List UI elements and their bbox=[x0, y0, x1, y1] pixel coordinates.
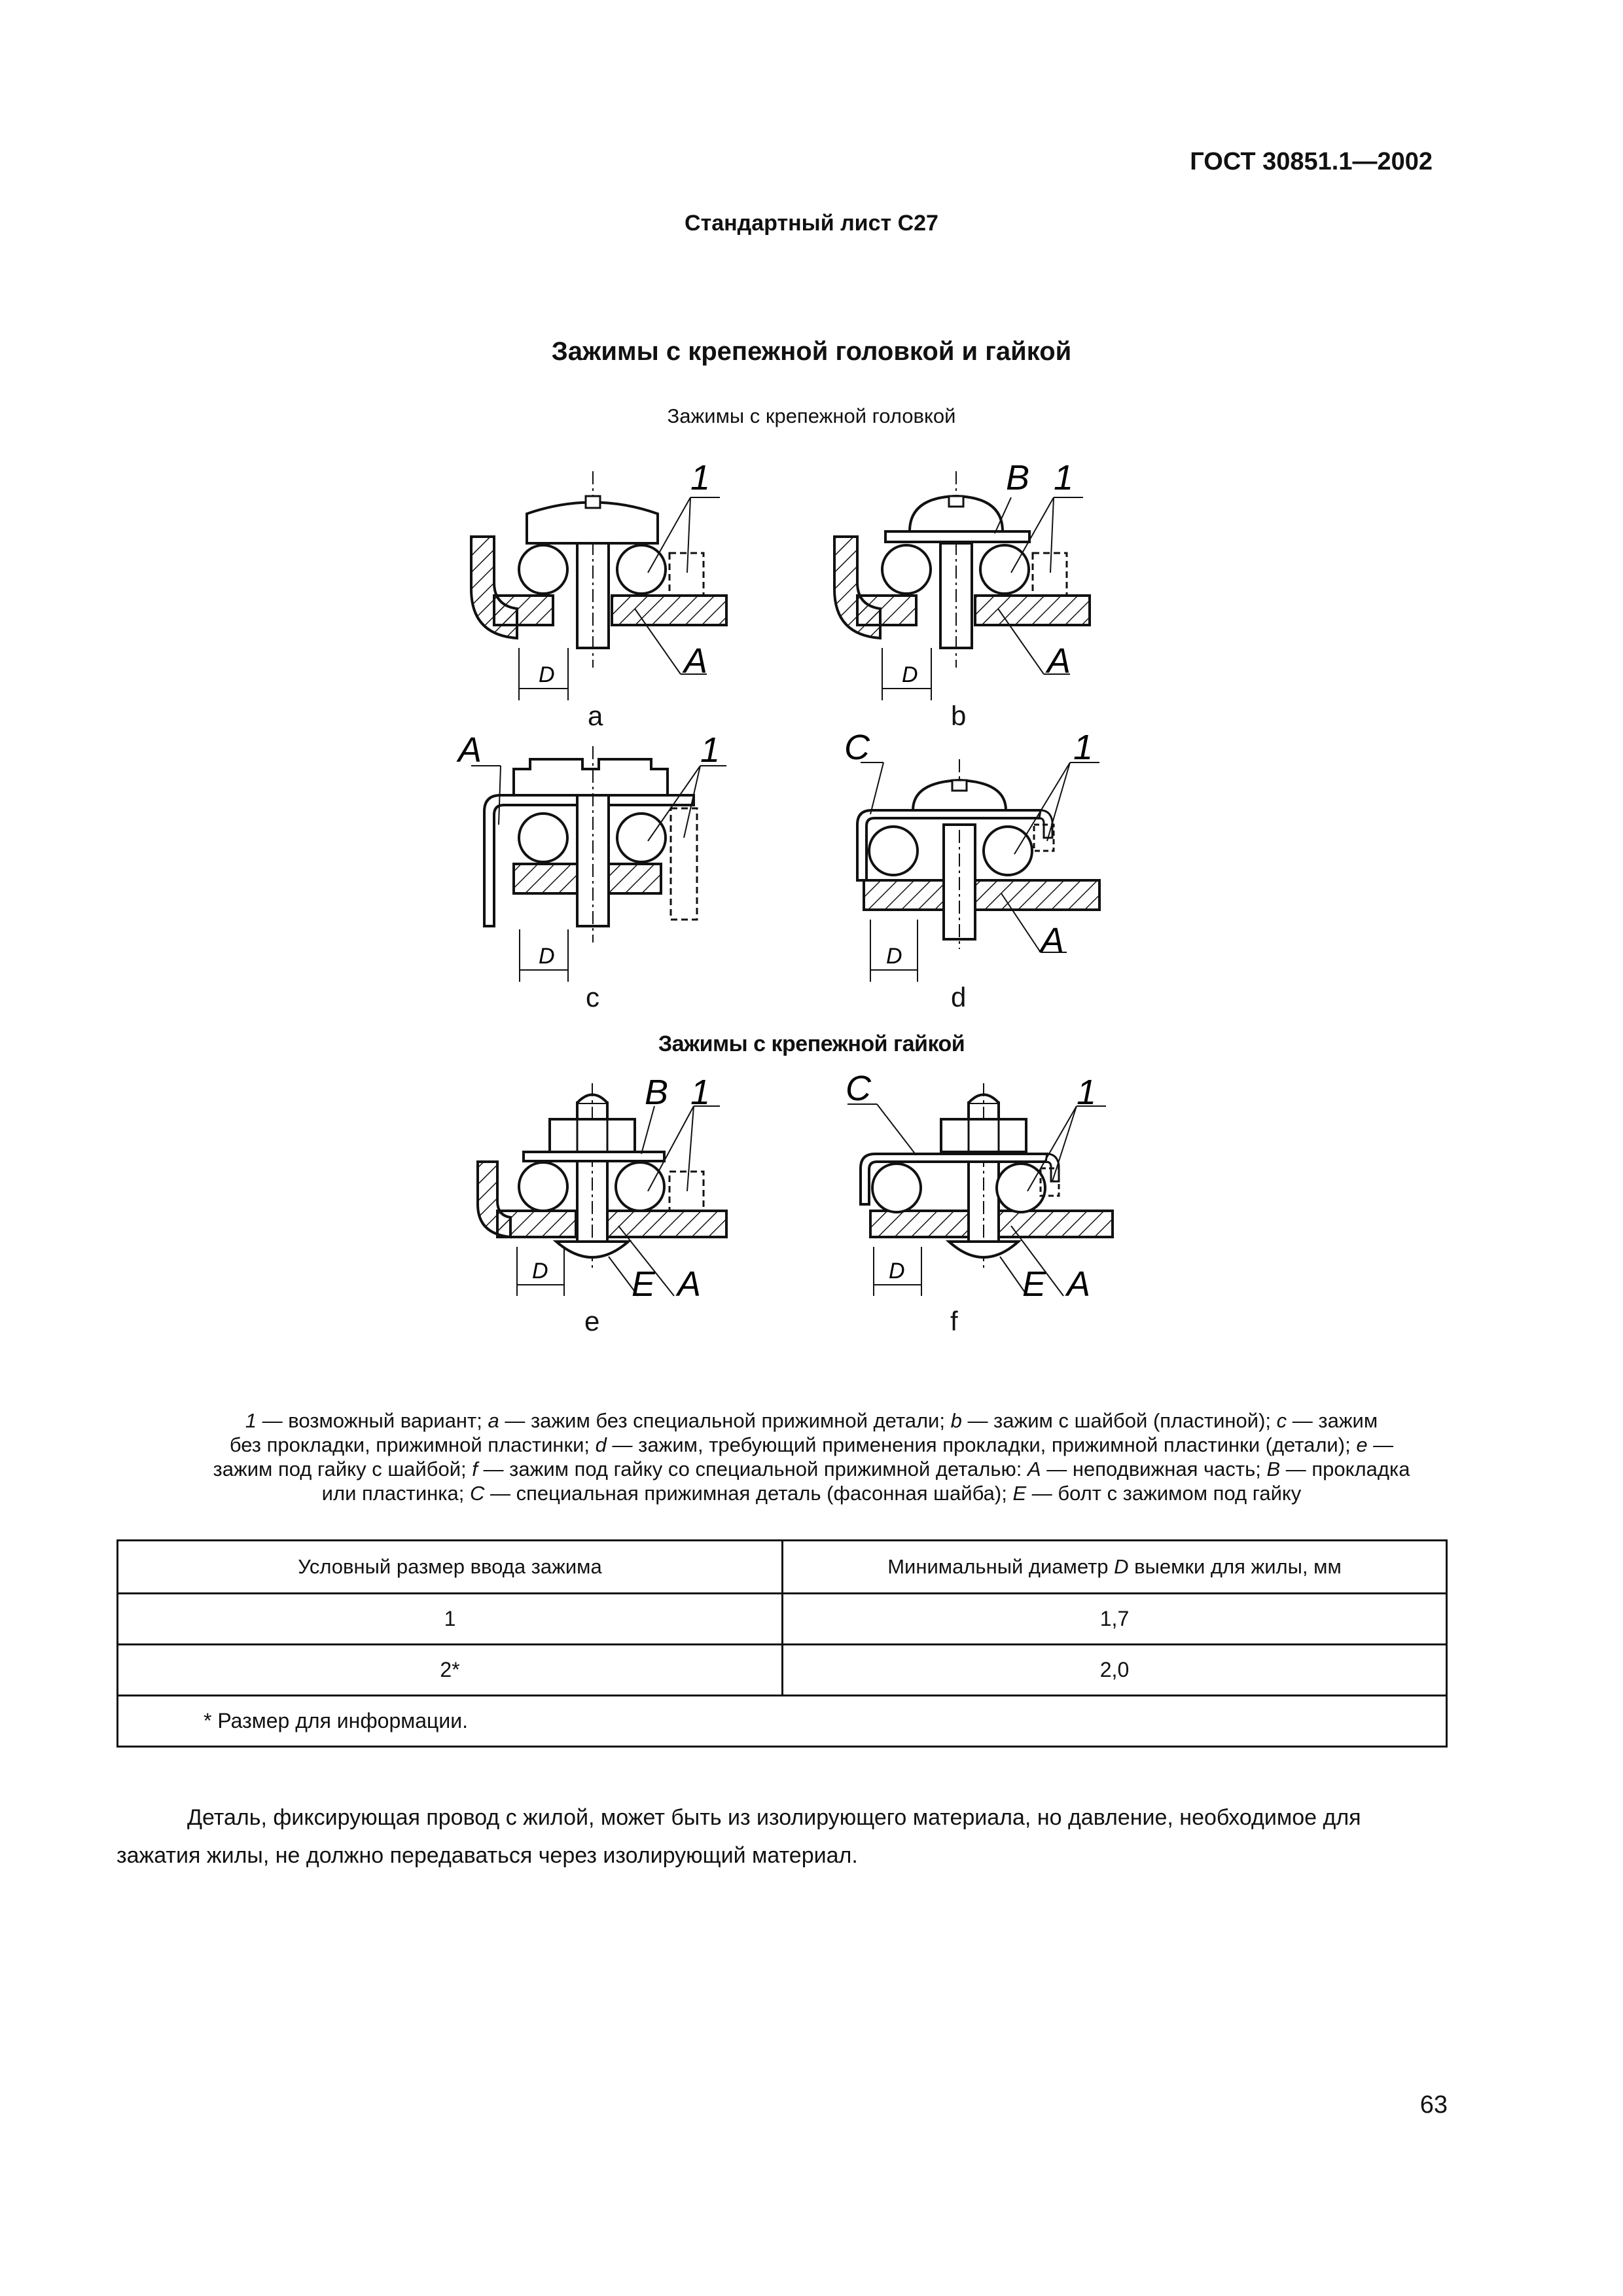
legend-line-3: зажим под гайку с шайбой; f — зажим под гайку со специальной прижимной деталью: A — неподвижная часть; B — прокладка bbox=[213, 1458, 1410, 1480]
table-cell-size: 2* bbox=[118, 1645, 783, 1696]
label-d: D bbox=[889, 1259, 905, 1283]
body-paragraph: Деталь, фиксирующая провод с жилой, может быть из изолирующего материала, но давление, необходимое для зажатия жилы, не должно передаваться через изолирующий материал. bbox=[116, 1805, 1361, 1868]
legend-line-4: или пластинка; C — специальная прижимная деталь (фасонная шайба); E — болт с зажимом под гайку bbox=[321, 1482, 1302, 1505]
sheet-label: Стандартный лист С27 bbox=[685, 211, 938, 236]
caption-e: e bbox=[584, 1306, 600, 1336]
label-a: A bbox=[1067, 1265, 1091, 1304]
subtitle-head-clamps: Зажимы с крепежной головкой bbox=[667, 404, 956, 427]
table-note: * Размер для информации. bbox=[118, 1696, 1447, 1747]
standard-number: ГОСТ 30851.1—2002 bbox=[1190, 148, 1433, 175]
figure-legend bbox=[124, 1408, 1499, 1505]
label-1: 1 bbox=[1077, 1073, 1097, 1112]
caption-d: d bbox=[951, 982, 967, 1013]
figure-d bbox=[844, 733, 1132, 995]
label-1: 1 bbox=[1054, 458, 1074, 497]
table-cell-size: 1 bbox=[118, 1594, 783, 1645]
label-1: 1 bbox=[700, 733, 721, 770]
table-header-row bbox=[118, 1541, 1447, 1594]
label-e: E bbox=[1022, 1265, 1046, 1304]
table-header-size: Условный размер ввода зажима bbox=[118, 1541, 783, 1594]
page-title: Зажимы с крепежной головкой и гайкой bbox=[551, 337, 1072, 366]
label-b: B bbox=[1006, 458, 1030, 497]
label-a: A bbox=[1041, 921, 1065, 960]
legend-line-2: без прокладки, прижимной пластинки; d — зажим, требующий применения прокладки, прижимной пластинки (детали); e — bbox=[229, 1433, 1394, 1456]
caption-c: c bbox=[586, 982, 599, 1013]
table-cell-diameter: 1,7 bbox=[783, 1594, 1447, 1645]
label-d: D bbox=[902, 662, 918, 687]
label-1: 1 bbox=[1073, 733, 1094, 767]
label-a: A bbox=[1047, 641, 1071, 681]
label-b: B bbox=[645, 1073, 669, 1112]
label-d: D bbox=[532, 1259, 548, 1283]
caption-f: f bbox=[950, 1306, 958, 1336]
table-row bbox=[118, 1645, 1447, 1696]
label-c: C bbox=[846, 1070, 871, 1108]
figure-b bbox=[821, 452, 1109, 713]
label-1: 1 bbox=[690, 1073, 711, 1112]
caption-b: b bbox=[951, 700, 967, 731]
table-header-diameter: Минимальный диаметр D выемки для жилы, мм bbox=[783, 1541, 1447, 1594]
legend-line-1: 1 — возможный вариант; a — зажим без специальной прижимной детали; b — зажим с шайбой (пластиной); c — зажим bbox=[245, 1409, 1378, 1432]
label-a: A bbox=[677, 1265, 702, 1304]
table-cell-diameter: 2,0 bbox=[783, 1645, 1447, 1696]
figure-a bbox=[458, 452, 746, 713]
label-d: D bbox=[886, 944, 902, 969]
label-d: D bbox=[539, 662, 555, 687]
figure-c bbox=[452, 733, 740, 995]
label-a: A bbox=[458, 733, 482, 770]
label-d: D bbox=[539, 944, 555, 969]
label-1: 1 bbox=[690, 458, 711, 497]
label-e: E bbox=[632, 1265, 656, 1304]
caption-a: a bbox=[588, 700, 603, 731]
figure-f bbox=[844, 1070, 1132, 1319]
figure-e bbox=[458, 1070, 746, 1319]
diameter-table bbox=[116, 1539, 1448, 1748]
label-a: A bbox=[684, 641, 708, 681]
table-row bbox=[118, 1594, 1447, 1645]
subtitle-nut-clamps: Зажимы с крепежной гайкой bbox=[658, 1031, 965, 1056]
table-note-row bbox=[118, 1696, 1447, 1747]
page-number: 63 bbox=[1419, 2091, 1448, 2119]
label-c: C bbox=[844, 733, 870, 767]
